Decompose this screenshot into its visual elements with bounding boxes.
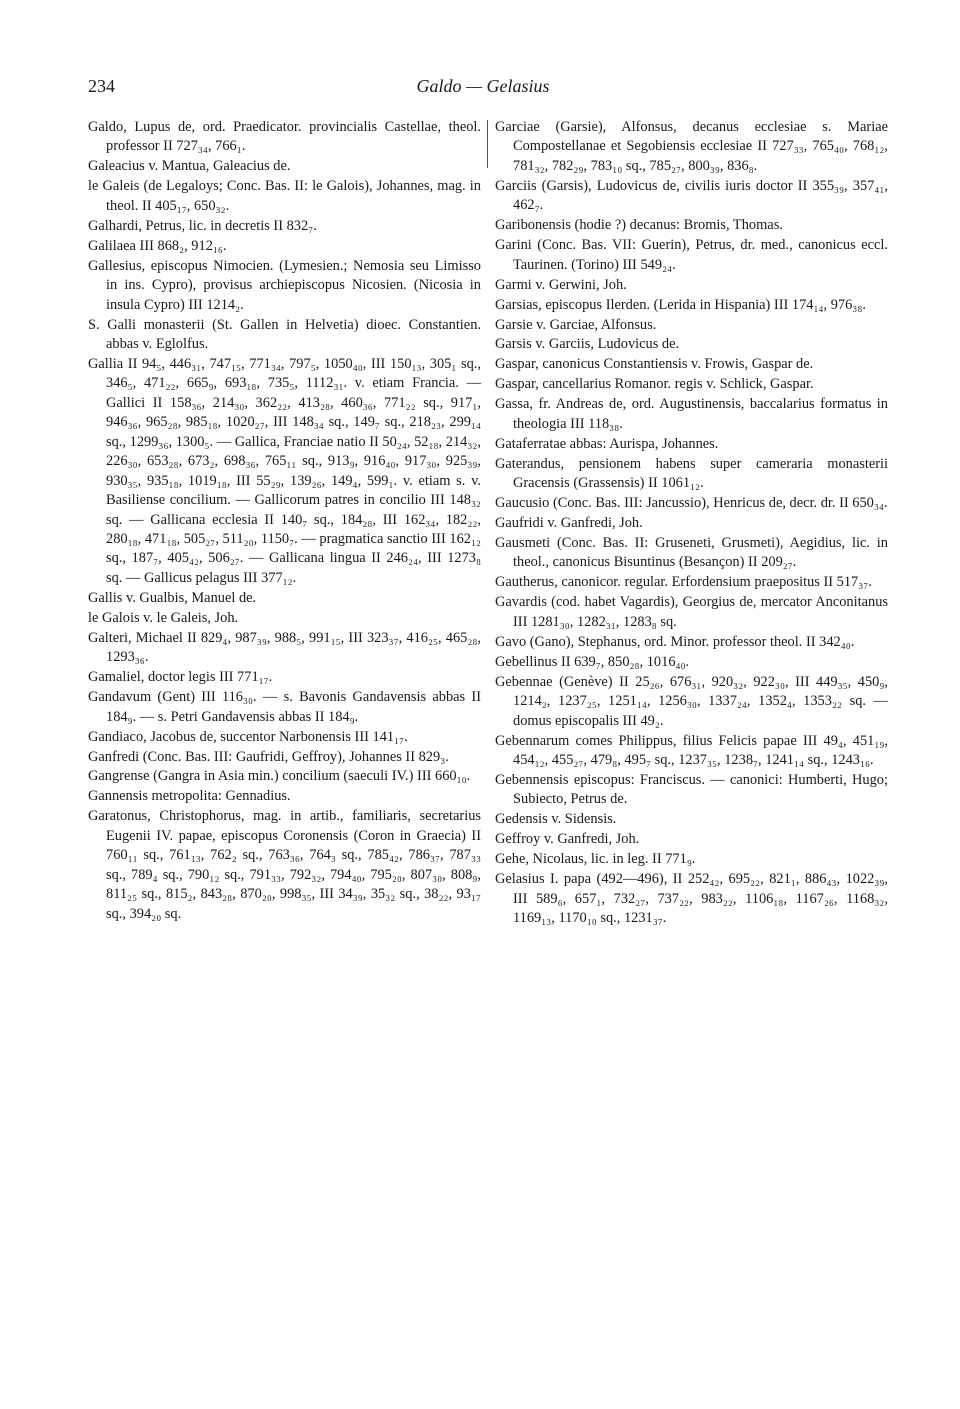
index-entry: Gavo (Gano), Stephanus, ord. Minor. professor theol. II 342₄₀. — [495, 633, 855, 650]
index-entry: Galeacius v. Mantua, Galeacius de. — [88, 158, 291, 175]
index-entry: Garibonensis (hodie ?) decanus: Bromis, Thomas. — [495, 217, 783, 234]
index-entry: Gallia II 94₅, 446₃₁, 747₁₅, 771₃₄, 797₅, 1050₄₀, III 150₁₃, 305₁ sq., 346₅, 471₂₂, 665₉, 693₁₈, 735₅, 1112₃₁. v. etiam Francia. — Gallici II 158₃₆, 214₃₀, 362₂₂, 413₂₈, 460₃₆, 771₂₂ sq., 917₁, 946₃₆, 965₂₈, 985₁₈, 1020₂₇, III 148₃₄ sq., 149₇ sq., 218₂₃, 299₁₄ sq., 1299₃₆, 1300₅. — Gallica, Franciae natio II 50₂₄, 52₁₈, 214₃₂, 226₃₀, 653₂₈, 673₂, 698₃₆, 765₁₁ sq., 913₉, 916₄₀, 917₃₀, 925₃₉, 930₃₅, 935₁₈, 1019₁₈, III 55₂₉, 139₂₆, 149₄, 599₁. v. etiam s. v. Basiliense concilium. — Gallicorum patres in concilio III 148₃₂ sq. — Gallicana ecclesia II 140₇ sq., 184₂₈, III 162₃₄, 182₂₂, 280₁₈, 471₁₈, 505₂₇, 511₂₀, 1150₇. — pragmatica sanctio III 162₁₂ sq., 187₇, 405₄₂, 506₂₇. — Gallicana lingua II 246₂₄, III 1273₈ sq. — Gallicus pelagus III 377₁₂. — [88, 355, 481, 586]
index-entry: Gaspar, cancellarius Romanor. regis v. Schlick, Gaspar. — [495, 376, 814, 393]
index-entry: Gebennae (Genève) II 25₂₆, 676₃₁, 920₃₂, 922₃₀, III 449₃₅, 450₉, 1214₂, 1237₂₅, 1251₁₄, 1256₃₀, 1337₂₄, 1352₄, 1353₂₂ sq. — domus episcopalis III 49₂. — [495, 673, 888, 729]
index-entry: Gaterandus, pensionem habens super cameraria monasterii Gracensis (Grassensis) II 1061₁₂. — [495, 455, 888, 492]
index-entry: Garsias, episcopus Ilerden. (Lerida in Hispania) III 174₁₄, 976₃₈. — [495, 296, 866, 313]
left-column — [88, 118, 481, 925]
index-entry: Gehe, Nicolaus, lic. in leg. II 771₉. — [495, 851, 696, 868]
column-divider — [487, 120, 488, 168]
index-entry: Galdo, Lupus de, ord. Praedicator. provincialis Castellae, theol. professor II 727₃₄, 766₁. — [88, 119, 481, 155]
right-column — [495, 118, 888, 929]
index-entry: Geffroy v. Ganfredi, Joh. — [495, 831, 640, 848]
page-header — [88, 76, 878, 100]
index-entry: Gavardis (cod. habet Vagardis), Georgius de, mercator Anconitanus III 1281₃₀, 1282₃₁, 1283₈ sq. — [495, 594, 888, 630]
index-entry: Garciae (Garsie), Alfonsus, decanus ecclesiae s. Mariae Compostellanae et Segobiensis ecclesiae II 727₃₃, 765₄₀, 768₁₂, 781₃₂, 782₂₉, 783₁₀ sq., 785₂₇, 800₃₉, 836₈. — [495, 119, 888, 174]
index-entry: Gataferratae abbas: Aurispa, Johannes. — [495, 435, 719, 452]
page-number: 234 — [88, 76, 115, 96]
running-head: Galdo — Gelasius — [416, 76, 550, 96]
index-entry: Gausmeti (Conc. Bas. II: Gruseneti, Grusmeti), Aegidius, lic. in theol., canonicus Bisuntinus (Besançon) II 209₂₇. — [495, 535, 888, 571]
index-entry: Gebennensis episcopus: Franciscus. — canonici: Humberti, Hugo; Subiecto, Petrus de. — [495, 771, 888, 808]
index-entry: Galteri, Michael II 829₄, 987₃₉, 988₅, 991₁₅, III 323₃₇, 416₂₅, 465₂₈, 1293₃₆. — [88, 629, 481, 666]
index-entry: le Galeis (de Legaloys; Conc. Bas. II: le Galois), Johannes, mag. in theol. II 405₁₇, 650₃₂. — [88, 178, 481, 214]
index-entry: Gandiaco, Jacobus de, succentor Narbonensis III 141₁₇. — [88, 728, 408, 745]
index-entry: Gassa, fr. Andreas de, ord. Augustinensis, baccalarius formatus in theologia III 118₃₈. — [495, 396, 888, 432]
index-entry: S. Galli monasterii (St. Gallen in Helvetia) dioec. Constantien. abbas v. Eglolfus. — [88, 316, 481, 352]
index-entry: Galilaea III 868₂, 912₁₆. — [88, 237, 227, 254]
index-entry: Garmi v. Gerwini, Joh. — [495, 276, 627, 293]
index-entry: Gamaliel, doctor legis III 771₁₇. — [88, 669, 273, 686]
index-entry: Gaufridi v. Ganfredi, Joh. — [495, 515, 643, 532]
index-entry: Gedensis v. Sidensis. — [495, 811, 617, 828]
index-entry: Ganfredi (Conc. Bas. III: Gaufridi, Geffroy), Johannes II 829₃. — [88, 748, 449, 765]
index-entry: Garsis v. Garciis, Ludovicus de. — [495, 336, 680, 353]
index-entry: Gelasius I. papa (492—496), II 252₄₂, 695₂₂, 821₁, 886₄₃, 1022₃₉, III 589₆, 657₁, 732₂₇, 737₂₂, 983₂₂, 1106₁₈, 1167₂₆, 1168₃₂, 1169₁₃, 1170₁₀ sq., 1231₃₇. — [495, 871, 888, 927]
index-entry: Garciis (Garsis), Ludovicus de, civilis iuris doctor II 355₃₉, 357₄₁, 462₇. — [495, 177, 888, 214]
index-entry: Gallesius, episcopus Nimocien. (Lymesien.; Nemosia seu Limisso in ins. Cypro), provisus archiepiscopus Nicosien. (Nicosia in insula Cypro) III 1214₂. — [88, 257, 481, 313]
index-entry: Gautherus, canonicor. regular. Erfordensium praepositus II 517₃₇. — [495, 574, 872, 591]
index-entry: Gangrense (Gangra in Asia min.) concilium (saeculi IV.) III 660₁₀. — [88, 768, 471, 785]
index-entry: Gebellinus II 639₇, 850₂₈, 1016₄₀. — [495, 653, 690, 670]
index-entry: Gandavum (Gent) III 116₃₀. — s. Bavonis Gandavensis abbas II 184₉. — s. Petri Gandavensis abbas II 184₉. — [88, 689, 481, 725]
index-entry: Gannensis metropolita: Gennadius. — [88, 788, 291, 805]
index-entry: Garatonus, Christophorus, mag. in artib., familiaris, secretarius Eugenii IV. papae, episcopus Coronensis (Coron in Graecia) II 760₁₁ sq., 761₁₃, 762₂ sq., 763₃₆, 764₃ sq., 785₄₂, 786₃₇, 787₃₃ sq., 789₄ sq., 790₁₂ sq., 791₃₃, 792₃₂, 794₄₀, 795₂₀, 807₃₀, 808₉, 811₂₅ sq., 815₂, 843₂₈, 870₂₀, 998₃₅, III 34₃₉, 35₃₂ sq., 38₂₂, 93₁₇ sq., 394₂₀ sq. — [88, 808, 481, 922]
index-entry: Gebennarum comes Philippus, filius Felicis papae III 49₄, 451₁₉, 454₁₂, 455₂₇, 479₈, 495₇ sq., 1237₃₅, 1238₇, 1241₁₄ sq., 1243₁₆. — [495, 732, 888, 768]
index-entry: Gallis v. Gualbis, Manuel de. — [88, 589, 257, 606]
index-entry: Garsie v. Garciae, Alfonsus. — [495, 316, 657, 333]
index-entry: Garini (Conc. Bas. VII: Guerin), Petrus, dr. med., canonicus eccl. Taurinen. (Torino) III 549₂₄. — [495, 237, 888, 273]
index-entry: Gaspar, canonicus Constantiensis v. Frowis, Gaspar de. — [495, 356, 814, 373]
index-entry: le Galois v. le Galeis, Joh. — [88, 609, 239, 626]
index-entry: Galhardi, Petrus, lic. in decretis II 832₇. — [88, 217, 317, 234]
index-entry: Gaucusio (Conc. Bas. III: Jancussio), Henricus de, decr. dr. II 650₃₄. — [495, 495, 888, 512]
